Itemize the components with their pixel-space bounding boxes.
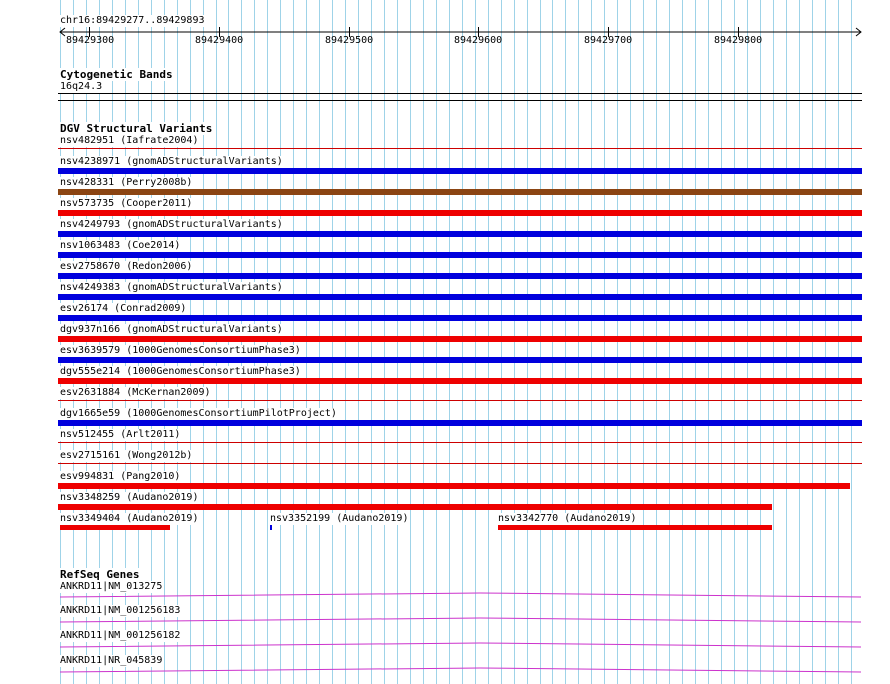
gene-feature-line — [60, 668, 861, 672]
variant-label: nsv4249383 (gnomADStructuralVariants) — [60, 282, 283, 293]
variant-label: esv994831 (Pang2010) — [60, 471, 181, 482]
variant-label: nsv1063483 (Coe2014) — [60, 240, 181, 251]
variant-label: esv26174 (Conrad2009) — [60, 303, 187, 314]
variant-label: nsv4238971 (gnomADStructuralVariants) — [60, 156, 283, 167]
refseq-track-title[interactable]: RefSeq Genes — [60, 568, 140, 581]
ruler-tick-label: 89429700 — [584, 35, 633, 46]
gene-feature-line — [60, 643, 861, 647]
gene-label: ANKRD11|NR_045839 — [60, 655, 163, 666]
variant-label: esv2631884 (McKernan2009) — [60, 387, 211, 398]
variant-label: dgv937n166 (gnomADStructuralVariants) — [60, 324, 283, 335]
variant-label: esv3639579 (1000GenomesConsortiumPhase3) — [60, 345, 301, 356]
region-label: chr16:89429277..89429893 — [60, 15, 205, 26]
gene-label: ANKRD11|NM_001256182 — [60, 630, 181, 641]
ruler-tick-label: 89429400 — [195, 35, 244, 46]
variant-label: nsv428331 (Perry2008b) — [60, 177, 193, 188]
variant-label: nsv482951 (Iafrate2004) — [60, 135, 199, 146]
variant-label: nsv3342770 (Audano2019) — [498, 513, 637, 524]
gene-label: ANKRD11|NM_001256183 — [60, 605, 181, 616]
variant-label: nsv3352199 (Audano2019) — [270, 513, 409, 524]
ruler-tick-label: 89429500 — [325, 35, 374, 46]
ruler-tick-label: 89429600 — [454, 35, 503, 46]
variant-label: dgv1665e59 (1000GenomesConsortiumPilotProject) — [60, 408, 337, 419]
variant-label: esv2715161 (Wong2012b) — [60, 450, 193, 461]
dgv-track-title[interactable]: DGV Structural Variants — [60, 122, 213, 135]
variant-label: dgv555e214 (1000GenomesConsortiumPhase3) — [60, 366, 301, 377]
variant-label: esv2758670 (Redon2006) — [60, 261, 193, 272]
variant-label: nsv4249793 (gnomADStructuralVariants) — [60, 219, 283, 230]
ruler-tick-label: 89429300 — [66, 35, 115, 46]
ruler-tick-label: 89429800 — [714, 35, 763, 46]
cytoband-label: 16q24.3 — [60, 81, 103, 92]
variant-label: nsv3349404 (Audano2019) — [60, 513, 199, 524]
gene-label: ANKRD11|NM_013275 — [60, 581, 163, 592]
cytogenetic-track-title[interactable]: Cytogenetic Bands — [60, 68, 173, 81]
gene-feature-line — [60, 618, 861, 622]
gene-feature-line — [60, 593, 861, 597]
variant-label: nsv512455 (Arlt2011) — [60, 429, 181, 440]
variant-label: nsv573735 (Cooper2011) — [60, 198, 193, 209]
variant-label: nsv3348259 (Audano2019) — [60, 492, 199, 503]
